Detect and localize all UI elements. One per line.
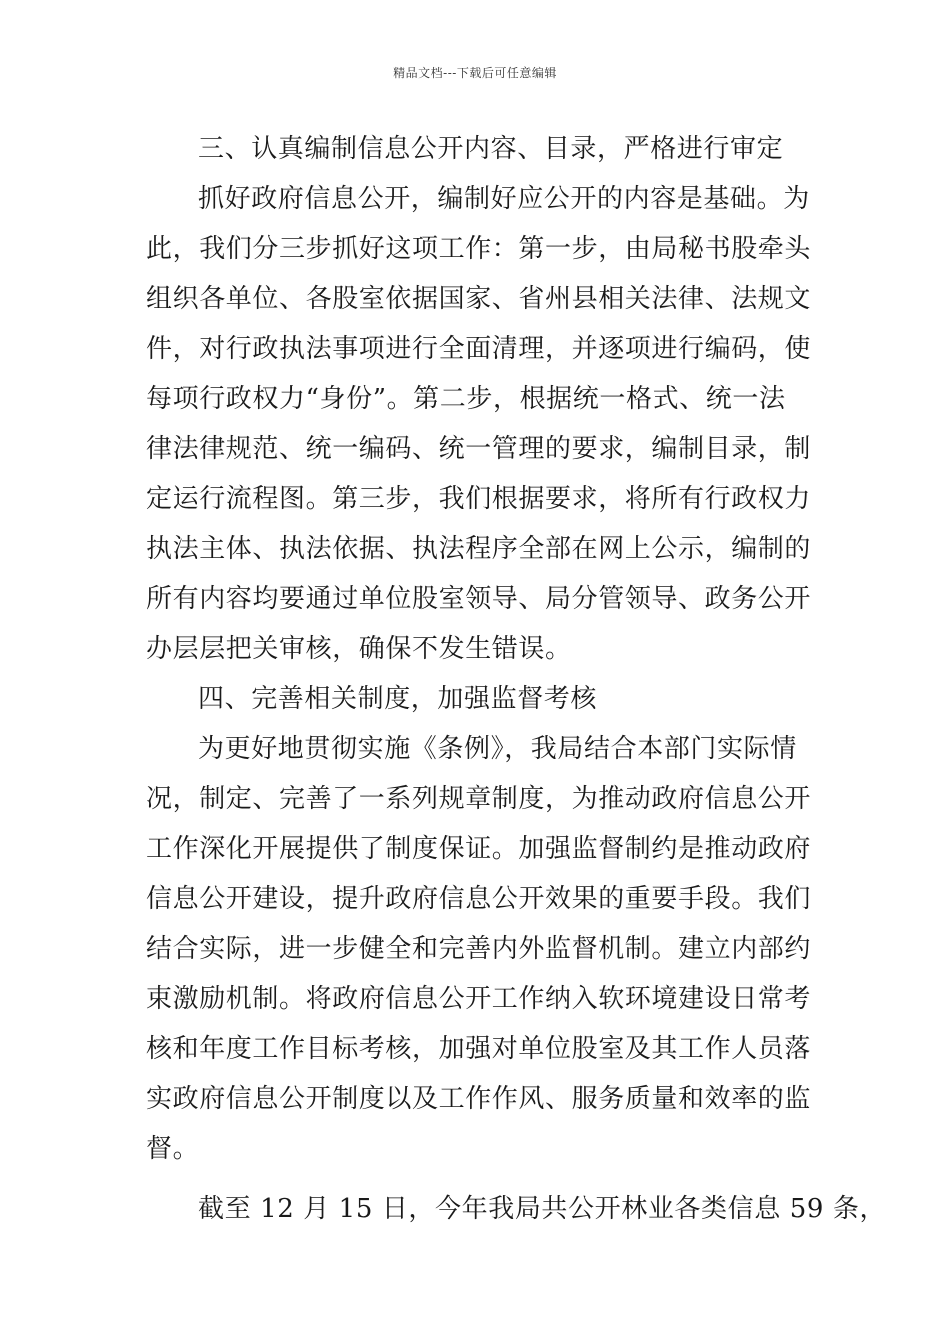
paragraph-line: 件，对行政执法事项进行全面清理，并逐项进行编码，使 [146,334,812,364]
paragraph-line: 核和年度工作目标考核，加强对单位股室及其工作人员落 [146,1034,812,1064]
section-heading-3: 三、认真编制信息公开内容、目录，严格进行审定 [198,134,784,164]
page-header-watermark: 精品文档---下载后可任意编辑 [393,66,557,80]
document-body [146,130,887,1240]
paragraph-line: 每项行政权力“身份”。第二步，根据统一格式、统一法 [146,384,786,414]
paragraph-line: 截至 12 月 15 日，今年我局共公开林业各类信息 59 条， [198,1194,887,1224]
paragraph-line: 信息公开建设，提升政府信息公开效果的重要手段。我们 [146,884,812,914]
paragraph-line: 所有内容均要通过单位股室领导、局分管领导、政务公开 [146,584,812,614]
paragraph-line: 束激励机制。将政府信息公开工作纳入软环境建设日常考 [146,984,812,1014]
paragraph-line: 律法律规范、统一编码、统一管理的要求，编制目录，制 [146,434,812,464]
section-heading-4: 四、完善相关制度，加强监督考核 [198,684,598,714]
paragraph-line: 此，我们分三步抓好这项工作：第一步，由局秘书股牵头 [146,234,812,264]
paragraph-line: 执法主体、执法依据、执法程序全部在网上公示，编制的 [146,534,812,564]
paragraph-line: 督。 [146,1134,200,1164]
paragraph-line: 抓好政府信息公开，编制好应公开的内容是基础。为 [198,184,810,214]
paragraph-line: 组织各单位、各股室依据国家、省州县相关法律、法规文 [146,284,812,314]
paragraph-line: 工作深化开展提供了制度保证。加强监督制约是推动政府 [146,834,812,864]
paragraph-line: 定运行流程图。第三步，我们根据要求，将所有行政权力 [146,484,812,514]
paragraph-line: 结合实际，进一步健全和完善内外监督机制。建立内部约 [146,934,812,964]
paragraph-line: 实政府信息公开制度以及工作作风、服务质量和效率的监 [146,1084,812,1114]
paragraph-line: 况，制定、完善了一系列规章制度，为推动政府信息公开 [146,784,812,814]
paragraph-line: 办层层把关审核，确保不发生错误。 [146,634,572,664]
paragraph-line: 为更好地贯彻实施《条例》，我局结合本部门实际情 [198,734,797,764]
